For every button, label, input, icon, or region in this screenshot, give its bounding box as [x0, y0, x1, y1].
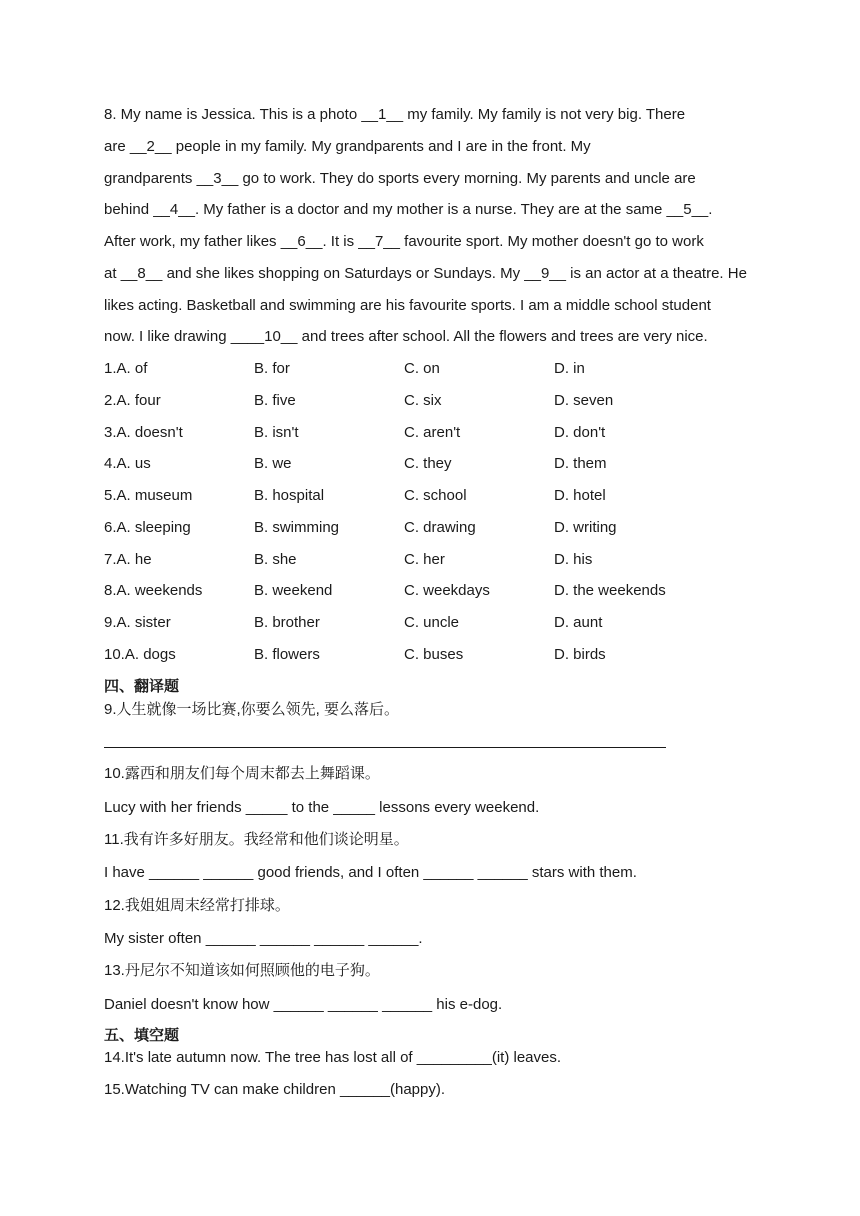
- passage-text: After work, my father likes: [104, 233, 281, 250]
- question-10-english: Lucy with her friends _____ to the _____ lessons every weekend.: [104, 799, 540, 816]
- blank-8: __8__: [120, 265, 163, 282]
- option-10d[interactable]: D. birds: [554, 646, 606, 663]
- passage-text: 8. My name is Jessica. This is a photo: [104, 106, 362, 123]
- passage-text: now. I like drawing: [104, 328, 231, 345]
- option-8a[interactable]: 8.A. weekends: [104, 582, 203, 599]
- blank-3: __3__: [196, 170, 239, 187]
- blank-4: __4__: [153, 201, 195, 218]
- passage-text: my family. My family is not very big. There: [403, 106, 686, 123]
- blank-10: ____10__: [230, 328, 298, 345]
- option-10a[interactable]: 10.A. dogs: [104, 646, 176, 663]
- option-5d[interactable]: D. hotel: [554, 487, 606, 504]
- option-5c[interactable]: C. school: [404, 487, 467, 504]
- blank-7: __7__: [358, 233, 400, 250]
- passage-line-1: [104, 105, 685, 125]
- question-10: 10.露西和朋友们每个周末都去上舞蹈课。: [104, 765, 380, 782]
- passage-line-7: [104, 296, 711, 316]
- option-3a[interactable]: 3.A. doesn't: [104, 424, 183, 441]
- option-7c[interactable]: C. her: [404, 551, 445, 568]
- passage-line-2: [104, 137, 591, 157]
- question-13-english: Daniel doesn't know how ______ ______ ______ his e-dog.: [104, 996, 503, 1013]
- option-7b[interactable]: B. she: [254, 551, 297, 568]
- option-3c[interactable]: C. aren't: [404, 424, 461, 441]
- question-12: 12.我姐姐周末经常打排球。: [104, 897, 290, 914]
- passage-text: likes acting. Basketball and swimming are his favourite sports. I am a middle school student: [104, 297, 711, 314]
- passage-text: is an actor at a theatre. He: [566, 265, 747, 282]
- option-10c[interactable]: C. buses: [404, 646, 464, 663]
- option-4c[interactable]: C. they: [404, 455, 452, 472]
- question-14: 14.It's late autumn now. The tree has lost all of _________(it) leaves.: [104, 1049, 562, 1066]
- blank-5: __5__: [666, 201, 709, 218]
- passage-line-4: [104, 200, 712, 220]
- passage-text: are: [104, 138, 130, 155]
- option-3d[interactable]: D. don't: [554, 424, 606, 441]
- passage-text: grandparents: [104, 170, 197, 187]
- passage-text: at: [104, 265, 121, 282]
- option-6c[interactable]: C. drawing: [404, 519, 476, 536]
- question-11-english: I have ______ ______ good friends, and I often ______ ______ stars with them.: [104, 864, 637, 881]
- passage-text: go to work. They do sports every morning. My parents and uncle are: [238, 170, 696, 187]
- blank-6: __6__: [280, 233, 323, 250]
- answer-line-9[interactable]: [104, 747, 666, 748]
- passage-text: .: [708, 201, 713, 218]
- option-2b[interactable]: B. five: [254, 392, 296, 409]
- question-15: 15.Watching TV can make children ______(happy).: [104, 1081, 446, 1098]
- passage-text: behind: [104, 201, 154, 218]
- passage-text: and trees after school. All the flowers and trees are very nice.: [297, 328, 708, 345]
- option-8d[interactable]: D. the weekends: [554, 582, 666, 599]
- question-9: 9.人生就像一场比赛,你要么领先, 要么落后。: [104, 701, 400, 718]
- question-13: 13.丹尼尔不知道该如何照顾他的电子狗。: [104, 962, 380, 979]
- blank-2: __2__: [129, 138, 172, 155]
- option-2a[interactable]: 2.A. four: [104, 392, 161, 409]
- option-3b[interactable]: B. isn't: [254, 424, 299, 441]
- option-1d[interactable]: D. in: [554, 360, 585, 377]
- option-10b[interactable]: B. flowers: [254, 646, 320, 663]
- section-4-title: 四、翻译题: [104, 678, 180, 695]
- option-1a[interactable]: 1.A. of: [104, 360, 148, 377]
- option-4b[interactable]: B. we: [254, 455, 292, 472]
- section-5-title: 五、填空题: [104, 1027, 180, 1044]
- passage-text: and she likes shopping on Saturdays or Sundays. My: [162, 265, 525, 282]
- passage-line-3: [104, 169, 696, 189]
- passage-text: . It is: [322, 233, 359, 250]
- option-5a[interactable]: 5.A. museum: [104, 487, 193, 504]
- option-9b[interactable]: B. brother: [254, 614, 320, 631]
- option-2d[interactable]: D. seven: [554, 392, 614, 409]
- option-6b[interactable]: B. swimming: [254, 519, 340, 536]
- option-7d[interactable]: D. his: [554, 551, 593, 568]
- blank-1: __1__: [361, 106, 404, 123]
- option-4a[interactable]: 4.A. us: [104, 455, 151, 472]
- question-11: 11.我有许多好朋友。我经常和他们谈论明星。: [104, 831, 409, 848]
- option-5b[interactable]: B. hospital: [254, 487, 325, 504]
- option-2c[interactable]: C. six: [404, 392, 442, 409]
- option-4d[interactable]: D. them: [554, 455, 607, 472]
- option-1b[interactable]: B. for: [254, 360, 290, 377]
- option-9d[interactable]: D. aunt: [554, 614, 603, 631]
- question-12-english: My sister often ______ ______ ______ ______.: [104, 930, 423, 947]
- option-6a[interactable]: 6.A. sleeping: [104, 519, 191, 536]
- option-8c[interactable]: C. weekdays: [404, 582, 490, 599]
- option-1c[interactable]: C. on: [404, 360, 440, 377]
- option-7a[interactable]: 7.A. he: [104, 551, 152, 568]
- passage-line-6: [104, 264, 747, 284]
- passage-text: favourite sport. My mother doesn't go to work: [400, 233, 704, 250]
- passage-line-5: [104, 232, 704, 252]
- passage-text: . My father is a doctor and my mother is a nurse. They are at the same: [194, 201, 667, 218]
- option-8b[interactable]: B. weekend: [254, 582, 333, 599]
- blank-9: __9__: [524, 265, 566, 282]
- option-9c[interactable]: C. uncle: [404, 614, 460, 631]
- passage-line-8: [104, 327, 708, 347]
- passage-text: people in my family. My grandparents and I are in the front. My: [171, 138, 591, 155]
- option-6d[interactable]: D. writing: [554, 519, 617, 536]
- option-9a[interactable]: 9.A. sister: [104, 614, 171, 631]
